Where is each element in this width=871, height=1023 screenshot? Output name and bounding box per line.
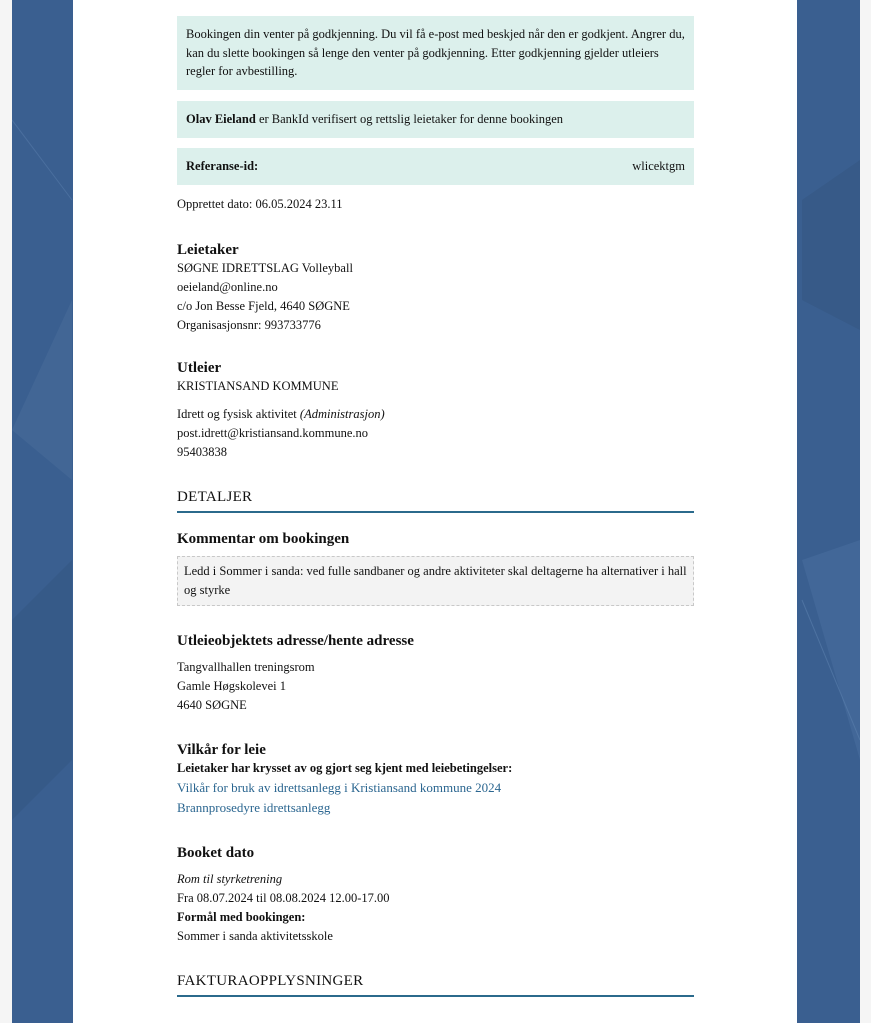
address-line-2: Gamle Høgskolevei 1 bbox=[177, 679, 287, 693]
reference-id-box bbox=[177, 148, 694, 185]
pending-approval-text: Bookingen din venter på godkjenning. Du vil få e-post med beskjed når den er godkjent. Angrer du, kan du slette bookingen så lenge den venter på godkjenning. Etter godkjenning gjelder utleiers regler for avbestilling. bbox=[186, 27, 685, 78]
tenant-orgnr: Organisasjonsnr: 993733776 bbox=[177, 318, 321, 332]
tenant-verified-name: Olav Eieland bbox=[186, 112, 256, 126]
terms-heading: Vilkår for leie bbox=[177, 742, 266, 758]
address-line-3: 4640 SØGNE bbox=[177, 698, 247, 712]
terms-link-fire-procedure[interactable]: Brannprosedyre idrettsanlegg bbox=[177, 800, 331, 815]
purpose-label: Formål med bookingen: bbox=[177, 910, 306, 924]
comment-heading: Kommentar om bookingen bbox=[177, 531, 350, 547]
comment-section bbox=[177, 530, 694, 606]
booked-period: Fra 08.07.2024 til 08.08.2024 12.00-17.00 bbox=[177, 891, 390, 905]
tenant-email: oeieland@online.no bbox=[177, 280, 278, 294]
tenant-verified-text: er BankId verifisert og rettslig leietaker for denne bookingen bbox=[258, 112, 563, 126]
terms-section bbox=[177, 741, 694, 818]
reference-id-label: Referanse-id: bbox=[186, 159, 259, 173]
terms-accepted: Leietaker har krysset av og gjort seg kjent med leiebetingelser: bbox=[177, 761, 513, 775]
landlord-heading: Utleier bbox=[177, 360, 222, 376]
landlord-email: post.idrett@kristiansand.kommune.no bbox=[177, 426, 369, 440]
terms-link-usage[interactable]: Vilkår for bruk av idrettsanlegg i Kristiansand kommune 2024 bbox=[177, 780, 502, 795]
tenant-org: SØGNE IDRETTSLAG Volleyball bbox=[177, 261, 353, 275]
booked-room: Rom til styrketrening bbox=[177, 872, 283, 886]
tenant-section bbox=[177, 241, 694, 335]
pending-approval-notice bbox=[177, 16, 694, 90]
address-heading: Utleieobjektets adresse/hente adresse bbox=[177, 633, 414, 649]
landlord-section bbox=[177, 359, 694, 462]
details-section-heading: DETALJER bbox=[177, 488, 694, 513]
landlord-dept bbox=[177, 405, 694, 424]
landlord-name: KRISTIANSAND KOMMUNE bbox=[177, 379, 339, 393]
tenant-verified-notice bbox=[177, 101, 694, 138]
booking-document bbox=[73, 0, 797, 1023]
reference-id-value: wlicektgm bbox=[632, 159, 685, 173]
landlord-phone: 95403838 bbox=[177, 445, 227, 459]
purpose-value: Sommer i sanda aktivitetsskole bbox=[177, 929, 333, 943]
invoice-section-heading: FAKTURAOPPLYSNINGER bbox=[177, 972, 694, 997]
booked-date-heading: Booket dato bbox=[177, 845, 255, 861]
created-date: Opprettet dato: 06.05.2024 23.11 bbox=[177, 197, 343, 211]
booked-date-section bbox=[177, 844, 694, 946]
address-section bbox=[177, 632, 694, 715]
comment-box: Ledd i Sommer i sanda: ved fulle sandbaner og andre aktiviteter skal deltagerne ha alternativer i hall og styrke bbox=[177, 556, 694, 606]
tenant-heading: Leietaker bbox=[177, 242, 239, 258]
address-line-1: Tangvallhallen treningsrom bbox=[177, 660, 315, 674]
landlord-dept-sub: (Administrasjon) bbox=[299, 407, 385, 421]
tenant-address: c/o Jon Besse Fjeld, 4640 SØGNE bbox=[177, 299, 350, 313]
landlord-dept-name: Idrett og fysisk aktivitet bbox=[177, 407, 297, 421]
